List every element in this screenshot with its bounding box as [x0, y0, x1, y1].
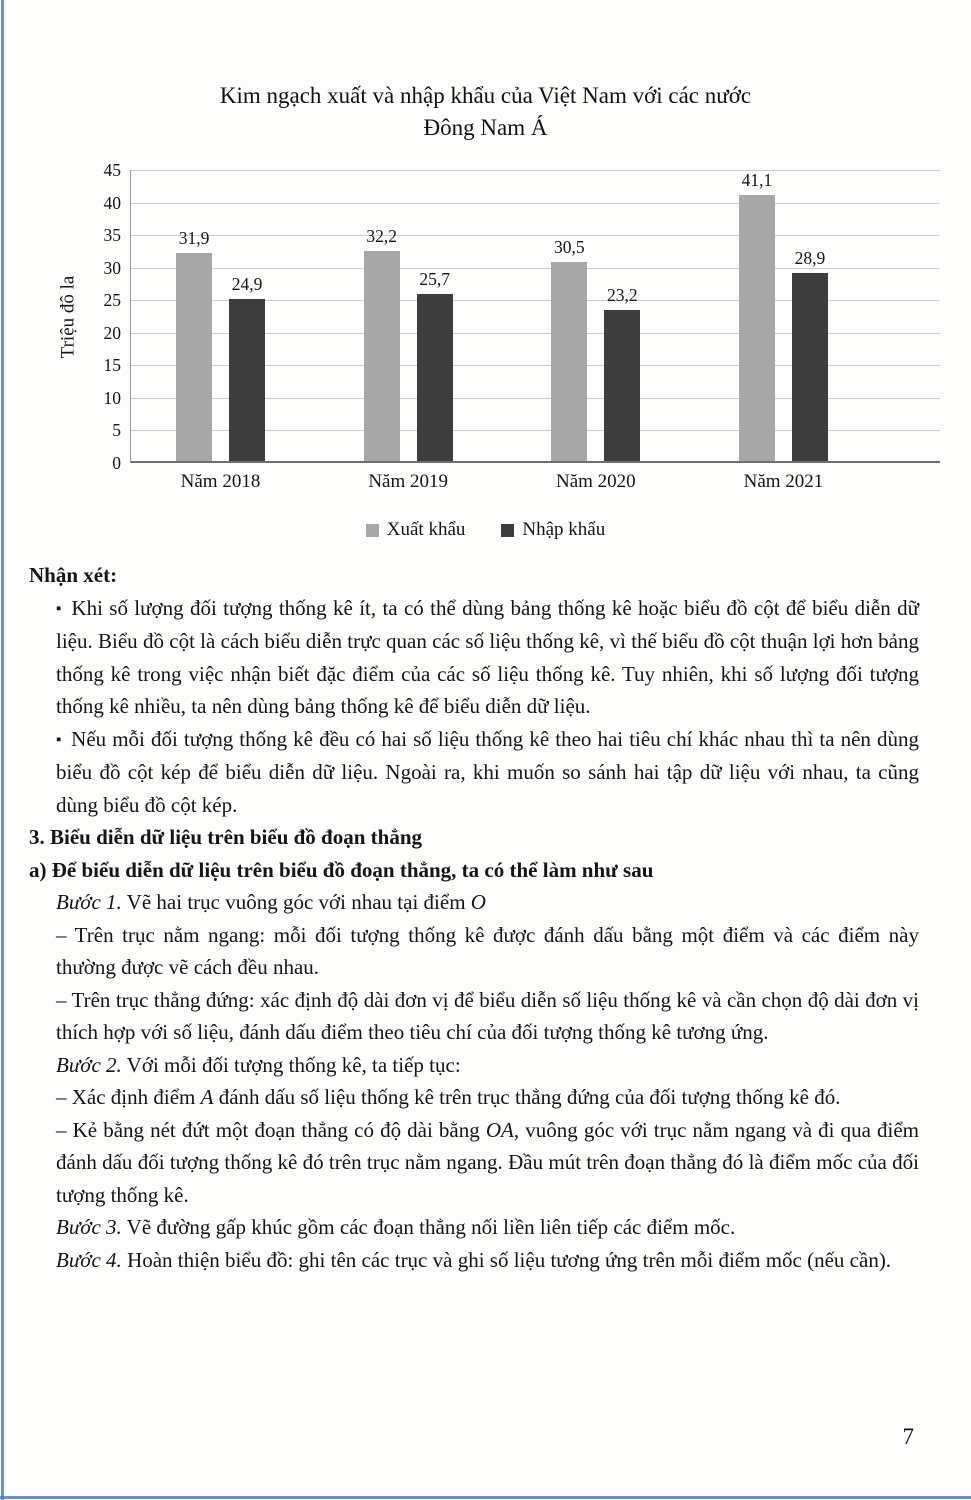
step-label: Bước 1. [56, 890, 122, 914]
y-tick-label: 5 [112, 420, 121, 441]
nhan-xet-heading: Nhận xét: [29, 563, 118, 587]
step-3-paragraph [56, 1211, 919, 1244]
step-label: Bước 3. [56, 1215, 122, 1239]
y-axis-title [50, 170, 86, 463]
paragraph-text: – Kẻ bằng nét đứt một đoạn thẳng có độ dài bằng [56, 1117, 486, 1142]
legend-swatch-icon [501, 524, 514, 537]
x-axis-label: Năm 2019 [368, 471, 448, 492]
math-symbol: OA [485, 1117, 514, 1142]
y-tick-label: 35 [103, 225, 121, 246]
bullet-paragraph-1 [56, 592, 919, 723]
legend-label: Xuất khẩu [386, 519, 466, 540]
page-number: 7 [902, 1424, 914, 1449]
step-text: Với mỗi đối tượng thống kê, ta tiếp tục: [121, 1052, 461, 1077]
step-label: Bước 2. [56, 1052, 122, 1077]
chart-title [0, 80, 971, 144]
x-axis-label: Năm 2020 [555, 471, 636, 492]
bar-Xuất khẩu [364, 251, 400, 461]
dash-paragraph-3 [56, 1081, 919, 1114]
bar-value-label: 32,2 [366, 226, 397, 247]
legend-item [501, 519, 605, 541]
bar-wrap [176, 170, 212, 461]
scan-edge-bottom [0, 1496, 971, 1499]
x-axis-label: Năm 2018 [180, 471, 261, 492]
bar-wrap [792, 170, 828, 461]
y-tick-label: 15 [103, 355, 121, 376]
bar-group [364, 170, 453, 492]
bar-group [176, 170, 265, 492]
bar-Nhập khẩu [792, 273, 828, 461]
chart-body [50, 160, 971, 492]
chart-title-line1: Kim ngạch xuất và nhập khẩu của Việt Nam với các nước [219, 83, 752, 108]
scan-edge-left [1, 0, 4, 1500]
bullet-paragraph-2 [56, 723, 919, 822]
y-tick-label: 40 [103, 192, 121, 213]
paragraph-text: Khi số lượng đối tượng thống kê ít, ta có thể dùng bảng thống kê hoặc biểu đồ cột để biểu diễn dữ liệu. Biểu đồ cột là cách biểu diễn trực quan các số liệu thống kê, vì thế biểu đồ cột thuận lợi hơn bảng thống kê trong việc nhận biết đặc điểm của các số liệu thống kê. Tuy nhiên, khi số lượng đối tượng thống kê nhiều, ta nên dùng bảng thống kê để biểu diễn dữ liệu. [56, 595, 919, 718]
section-3-heading: 3. Biểu diễn dữ liệu trên biểu đồ đoạn thẳng [29, 825, 423, 849]
bullet-icon: ▪ [56, 600, 63, 617]
dash-paragraph-4 [56, 1114, 919, 1212]
step-text: Hoàn thiện biểu đồ: ghi tên các trục và ghi số liệu tương ứng trên mỗi điểm mốc (nếu cần). [121, 1247, 892, 1272]
bar-wrap [229, 170, 265, 461]
bar-value-label: 25,7 [419, 268, 450, 289]
bar-Xuất khẩu [176, 253, 212, 461]
dash-paragraph-1: – Trên trục nằm ngang: mỗi đối tượng thống kê được đánh dấu bằng một điểm và các điểm này thường được vẽ cách đều nhau. [56, 922, 919, 979]
text-body [0, 559, 971, 1276]
bar-wrap [604, 170, 640, 461]
legend-swatch-icon [366, 524, 379, 537]
bar-value-label: 31,9 [178, 228, 210, 249]
bullet-icon: ▪ [56, 731, 63, 748]
bar-value-label: 30,5 [554, 237, 585, 258]
bar-value-label: 24,9 [231, 273, 263, 294]
bar-group [551, 170, 640, 492]
plot-area [130, 170, 940, 492]
bar-wrap [739, 170, 775, 461]
bar-chart [0, 0, 971, 541]
bar-group [739, 170, 828, 492]
bar-Nhập khẩu [417, 294, 453, 461]
bar-wrap [364, 170, 400, 461]
x-axis-label: Năm 2021 [743, 471, 824, 492]
bar-Nhập khẩu [229, 299, 265, 461]
step-text: Vẽ đường gấp khúc gồm các đoạn thẳng nối liền liên tiếp các điểm mốc. [121, 1215, 736, 1239]
y-tick-label: 30 [103, 257, 121, 278]
dash-paragraph-2: – Trên trục thẳng đứng: xác định độ dài đơn vị để biểu diễn số liệu thống kê và cần chọn độ dài đơn vị thích hợp với số liệu, đánh dấu điểm theo tiêu chí của đối tượng thống kê tương ứng. [56, 987, 919, 1044]
y-tick-label: 10 [103, 387, 121, 408]
bar-Nhập khẩu [604, 310, 640, 461]
bar-Xuất khẩu [739, 195, 775, 461]
step-4-paragraph [56, 1244, 919, 1277]
bar-value-label: 28,9 [794, 247, 826, 268]
y-tick-label: 20 [103, 322, 121, 343]
y-axis-title-text: Triệu đô la [57, 275, 79, 358]
paragraph-text: – Xác định điểm [56, 1085, 201, 1109]
y-tick-label: 25 [103, 290, 121, 311]
legend-label: Nhập khẩu [522, 519, 606, 540]
step-1-paragraph [56, 886, 919, 919]
math-symbol: A [200, 1085, 214, 1109]
chart-legend [0, 519, 971, 541]
step-text: Vẽ hai trục vuông góc với nhau tại điểm [121, 890, 471, 914]
bar-Xuất khẩu [551, 262, 587, 461]
step-2-paragraph [56, 1049, 919, 1082]
step-label: Bước 4. [56, 1247, 122, 1272]
bar-wrap [417, 170, 453, 461]
y-tick-label: 45 [103, 160, 121, 180]
y-tick-label: 0 [112, 453, 121, 473]
paragraph-text: , vuông góc với trục nằm ngang và đi qua điểm đánh dấu đối tượng thống kê đó trên trục nằm ngang. Đầu mút trên đoạn thẳng đó là điểm mốc của đối tượng thống kê. [56, 1117, 919, 1207]
paragraph-text: Nếu mỗi đối tượng thống kê đều có hai số liệu thống kê theo hai tiêu chí khác nhau thì ta nên dùng biểu đồ cột kép để biểu diễn dữ liệu. Ngoài ra, khi muốn so sánh hai tập dữ liệu với nhau, ta cũng dùng biểu đồ cột kép. [56, 726, 919, 817]
bar-wrap [551, 170, 587, 461]
bar-groups [131, 170, 940, 492]
legend-item [366, 519, 466, 541]
paragraph-text: đánh dấu số liệu thống kê trên trục thẳng đứng của đối tượng thống kê đó. [213, 1085, 841, 1109]
math-symbol: O [470, 890, 486, 914]
bar-value-label: 23,2 [607, 284, 638, 305]
bar-value-label: 41,1 [741, 170, 773, 190]
chart-title-line2: Đông Nam Á [423, 115, 548, 140]
y-axis-ticks [86, 160, 130, 473]
section-3a-heading: a) Để biểu diễn dữ liệu trên biểu đồ đoạn thẳng, ta có thể làm như sau [29, 857, 654, 882]
